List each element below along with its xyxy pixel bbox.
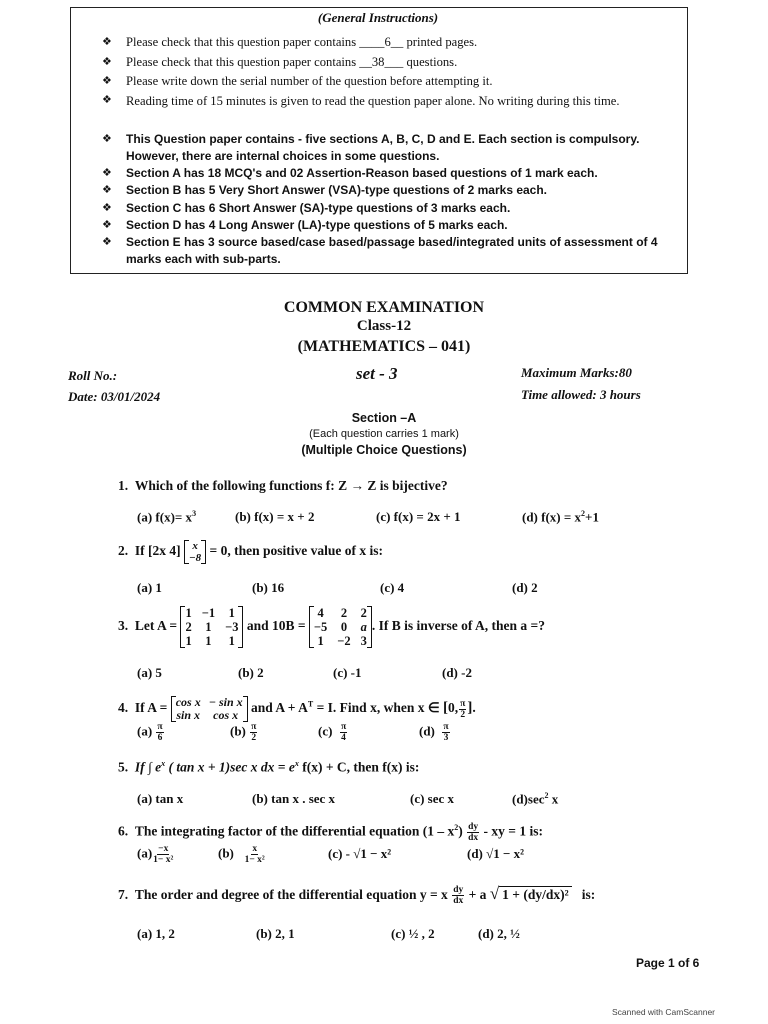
q1-option-c: (c) f(x) = 2x + 1 xyxy=(376,509,461,524)
instructions-title: (General Instructions) xyxy=(317,10,439,25)
matrix-10b: 4 2 2 −5 0 a 1 −2 3 xyxy=(309,606,372,648)
q2-column-matrix: x −8 xyxy=(184,540,206,564)
instruction-item: ❖ Reading time of 15 minutes is given to read the question paper alone. No writing during this time. xyxy=(102,94,620,108)
bullet-icon: ❖ xyxy=(102,202,112,214)
scanner-watermark: Scanned with CamScanner xyxy=(612,1007,716,1017)
question-7: 7. The order and degree of the differential equation y = x $\frac{dy}{dx}$ + a √ 1 + (dy/dx)² is: xyxy=(118,884,596,907)
section-type: (Multiple Choice Questions) xyxy=(301,443,467,457)
q2-option-c: (c) 4 xyxy=(380,580,405,595)
instruction-item: ❖ Section B has 5 Very Short Answer (VSA)-type questions of 2 marks each. xyxy=(102,183,548,197)
bullet-icon: ❖ xyxy=(102,94,112,106)
q5-option-a: (a) tan x xyxy=(137,791,184,806)
bullet-icon: ❖ xyxy=(102,167,112,179)
q7-option-b: (b) 2, 1 xyxy=(256,926,295,941)
q4-option-c: (c) $\frac{\pi}{4}$ xyxy=(318,722,347,743)
q7-radical: 1 + (dy/dx)² xyxy=(499,886,572,902)
question-4: 4. If A = cos x − sin x sin x cos x and $A + A^T = I$. Find x, when x ∈ [0, $\frac{\pi}{2}$ ]. xyxy=(118,695,476,722)
max-marks: Maximum Marks:80 xyxy=(521,365,632,380)
bullet-icon: ❖ xyxy=(102,236,112,248)
instruction-item: ❖ This Question paper contains - five sections A, B, C, D and E. Each section is compulsory. However, there are internal choices in some questions. xyxy=(102,132,640,163)
q5-option-b: (b) tan x . sec x xyxy=(252,791,336,806)
instruction-item: ❖ Please check that this question paper contains ____6__ printed pages. xyxy=(102,35,478,49)
q2-option-a: (a) 1 xyxy=(137,580,162,595)
q3-option-a: (a) 5 xyxy=(137,665,162,680)
q3-option-d: (d) -2 xyxy=(442,665,472,680)
q1-option-d: (d) $f(x) = x^2+1$ xyxy=(522,509,599,525)
question-5: 5. If ∫ $e^x$ ( tan x + 1)sec x dx = $e^x$ f(x) + C, then f(x) is: xyxy=(118,759,420,775)
q4-option-b: (b) $\frac{\pi}{2}$ xyxy=(230,722,257,743)
instruction-item: ❖ Section A has 18 MCQ's and 02 Assertion-Reason based questions of 1 mark each. xyxy=(102,166,598,180)
roll-no-label: Roll No.: xyxy=(68,368,118,383)
class-label: Class-12 xyxy=(356,318,412,334)
q6-option-a: (a) $\frac{-x}{\text{1− x²}}$ xyxy=(137,844,174,865)
q1-option-a: (a) $f(x)= x^3$ xyxy=(137,509,197,525)
instruction-item: ❖ Please check that this question paper contains __38___ questions. xyxy=(102,55,458,69)
q3-option-c: (c) -1 xyxy=(333,665,362,680)
bullet-icon: ❖ xyxy=(102,219,112,231)
section-title: Section –A xyxy=(351,411,417,425)
q6-option-b: (b) $\frac{x}{\text{1− x²}}$ xyxy=(218,844,265,865)
matrix-a: 1 −1 1 2 1 −3 1 1 1 xyxy=(180,606,243,648)
question-2: 2. If [2x 4] x −8 = 0, then positive value of x is: xyxy=(118,540,383,564)
q2-option-d: (d) 2 xyxy=(512,580,538,595)
subject-title: (MATHEMATICS – 041) xyxy=(297,338,471,355)
bullet-icon: ❖ xyxy=(102,56,112,68)
bullet-icon: ❖ xyxy=(102,133,112,145)
instruction-item: ❖ Section E has 3 source based/case based/passage based/integrated units of assessment of 4 marks each with sub-parts. xyxy=(102,235,658,266)
bullet-icon: ❖ xyxy=(102,36,112,48)
q5-option-d: $(d)\sec^2$ x xyxy=(512,791,559,807)
question-3: 3. Let A = 1 −1 1 2 1 −3 1 1 1 and 10B = 4 2 2 −5 0 a 1 −2 3 . If B is inverse of A, then a =? xyxy=(118,606,545,648)
q4-option-a: (a) $\frac{\pi}{6}$ xyxy=(137,722,163,743)
exam-date: Date: 03/01/2024 xyxy=(68,389,161,404)
q1-option-b: (b) f(x) = x + 2 xyxy=(235,509,315,524)
matrix-rotation: cos x − sin x sin x cos x xyxy=(171,696,248,722)
q6-option-d: (d) √1 − x² xyxy=(467,846,525,861)
question-6: 6. The integrating factor of the differential equation $(1 - x^2)$ $\frac{dy}{dx}$ - xy = 1 is: xyxy=(118,822,543,843)
set-label: set - 3 xyxy=(356,364,398,383)
bullet-icon: ❖ xyxy=(102,75,112,87)
q4-option-d: (d) $\frac{\pi}{3}$ xyxy=(419,722,449,743)
bullet-icon: ❖ xyxy=(102,184,112,196)
question-1: 1. Which of the following functions f: Z → Z is bijective? xyxy=(118,478,448,493)
q7-option-c: (c) ½ , 2 xyxy=(391,926,435,941)
exam-title: COMMON EXAMINATION xyxy=(283,299,485,316)
instruction-item: ❖ Section D has 4 Long Answer (LA)-type questions of 5 marks each. xyxy=(102,218,508,232)
time-allowed: Time allowed: 3 hours xyxy=(521,387,641,402)
q7-option-a: (a) 1, 2 xyxy=(137,926,175,941)
page-number: Page 1 of 6 xyxy=(636,956,700,970)
q6-option-c: (c) - √1 − x² xyxy=(328,846,392,861)
q2-option-b: (b) 16 xyxy=(252,580,285,595)
instruction-item: ❖ Section C has 6 Short Answer (SA)-type questions of 3 marks each. xyxy=(102,201,511,215)
instruction-item: ❖ Please write down the serial number of the question before attempting it. xyxy=(102,74,493,88)
q7-option-d: (d) 2, ½ xyxy=(478,926,520,941)
q5-option-c: (c) sec x xyxy=(410,791,455,806)
q3-option-b: (b) 2 xyxy=(238,665,264,680)
section-note: (Each question carries 1 mark) xyxy=(309,428,459,440)
